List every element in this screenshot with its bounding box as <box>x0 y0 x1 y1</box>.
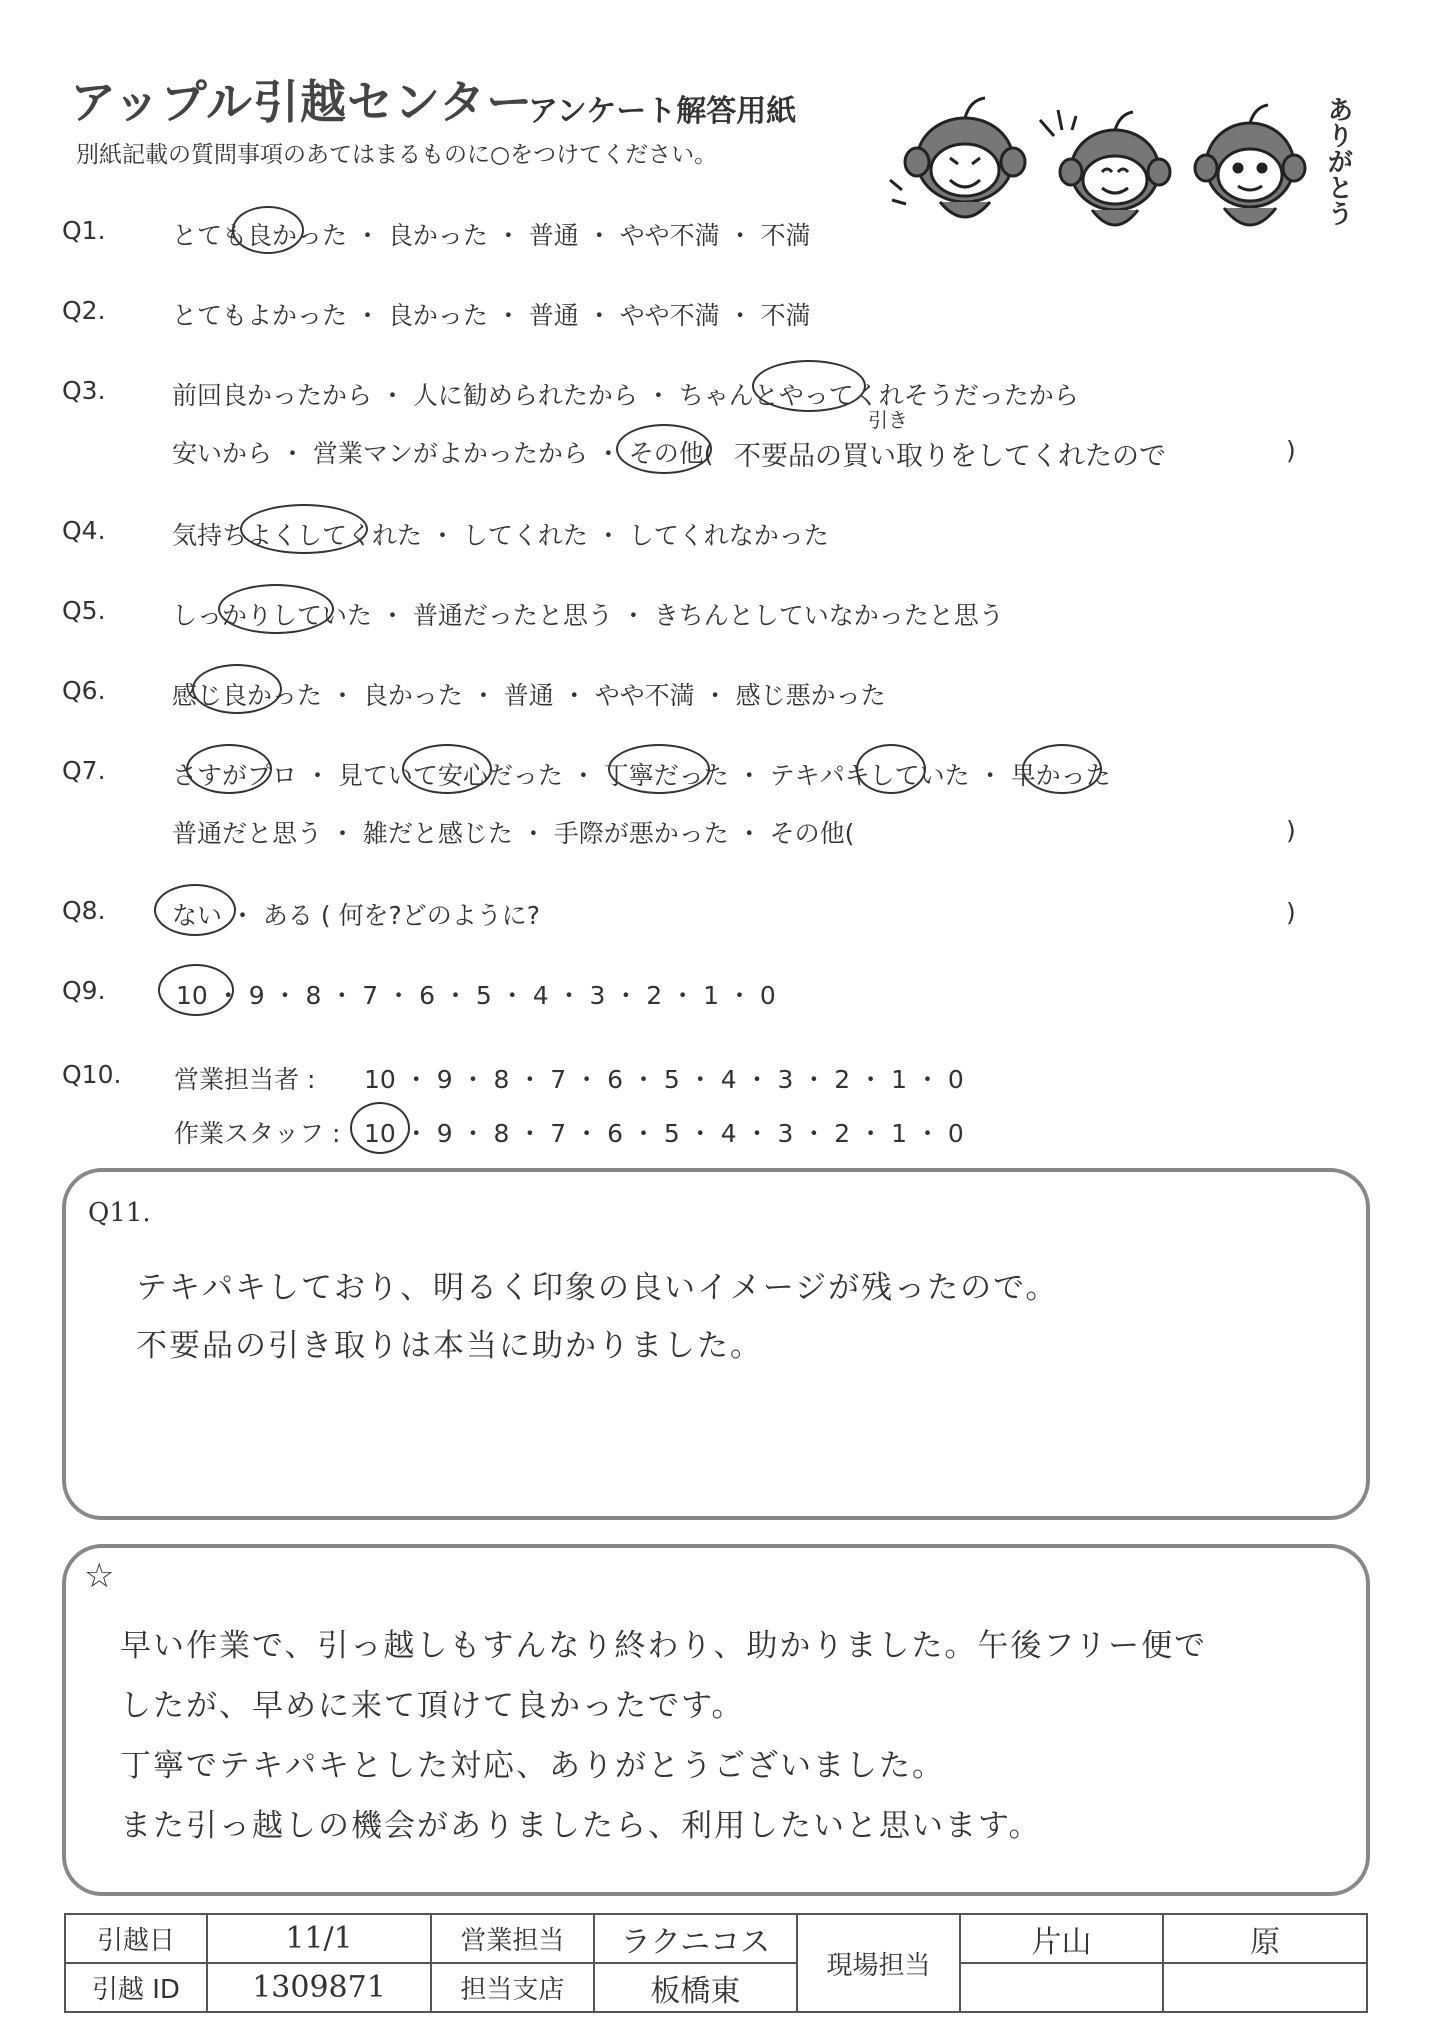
sales-rep-label: 営業担当 <box>431 1914 593 1963</box>
q9-answer-circle <box>158 964 234 1016</box>
q5-answer-circle <box>218 584 334 634</box>
star-comment-line: また引っ越しの機会がありましたら、利用したいと思います。 <box>120 1808 1042 1844</box>
q3-answer-circle-2 <box>616 424 712 474</box>
q7-options-line1: さすがプロ ・ 見ていて安心だった ・ 丁寧だった ・ テキパキしていた ・ 早かった <box>172 761 1111 790</box>
q7-answer-circle-1 <box>186 744 272 794</box>
move-date-value: 11/1 <box>207 1914 431 1963</box>
q11-comment-line: 不要品の引き取りは本当に助かりました。 <box>136 1328 763 1364</box>
q4-label: Q4. <box>62 516 106 545</box>
q3-answer-circle-1 <box>752 360 866 412</box>
q6-options: 感じ良かった ・ 良かった ・ 普通 ・ やや不満 ・ 感じ悪かった <box>172 681 886 710</box>
q3-options-line2: 安いから ・ 営業マンがよかったから ・ その他( <box>172 439 714 468</box>
monkey-left-icon <box>890 98 1025 217</box>
mascot-illustration <box>880 80 1350 260</box>
q5-options: しっかりしていた ・ 普通だったと思う ・ きちんとしていなかったと思う <box>172 601 1004 630</box>
q10-label: Q10. <box>62 1060 122 1089</box>
q10-sales-scale: 10 ・ 9 ・ 8 ・ 7 ・ 6 ・ 5 ・ 4 ・ 3 ・ 2 ・ 1 ・ 0 <box>364 1065 964 1094</box>
star-comment-line: したが、早めに来て頂けて良かったです。 <box>120 1688 745 1724</box>
move-date-label: 引越日 <box>65 1914 207 1963</box>
q2-label: Q2. <box>62 296 106 325</box>
q11-comment-line: テキパキしており、明るく印象の良いイメージが残ったので。 <box>136 1270 1059 1306</box>
q10-staff-answer-circle <box>350 1102 410 1154</box>
q7-answer-circle-4 <box>856 744 926 794</box>
q8-answer-circle <box>154 884 236 936</box>
q3-close-paren: ) <box>1286 436 1296 465</box>
branch-value: 板橋東 <box>594 1963 798 2012</box>
q1-label: Q1. <box>62 216 106 245</box>
q1-options: とても良かった ・ 良かった ・ 普通 ・ やや不満 ・ 不満 <box>172 221 811 250</box>
q7-options-line2: 普通だと思う ・ 雑だと感じた ・ 手際が悪かった ・ その他( <box>172 819 855 848</box>
q9-scale: 10 ・ 9 ・ 8 ・ 7 ・ 6 ・ 5 ・ 4 ・ 3 ・ 2 ・ 1 ・ 0 <box>176 981 776 1010</box>
site-staff-value-1: 片山 <box>960 1914 1164 1963</box>
q2-options: とてもよかった ・ 良かった ・ 普通 ・ やや不満 ・ 不満 <box>172 301 811 330</box>
site-staff-value-2: 原 <box>1163 1914 1367 1963</box>
q10-staff-label: 作業スタッフ : <box>174 1119 341 1148</box>
move-id-label: 引越 ID <box>65 1963 207 2012</box>
q3-label: Q3. <box>62 376 106 405</box>
q3-other-answer: 不要品の買い取りをしてくれたので <box>734 441 1166 472</box>
q10-staff-scale: 10 ・ 9 ・ 8 ・ 7 ・ 6 ・ 5 ・ 4 ・ 3 ・ 2 ・ 1 ・ 0 <box>364 1119 964 1148</box>
q3-options-line1: 前回良かったから ・ 人に勧められたから ・ ちゃんとやってくれそうだったから <box>172 381 1079 410</box>
star-icon: ☆ <box>84 1556 115 1596</box>
q8-label: Q8. <box>62 896 106 925</box>
star-comment-line: 丁寧でテキパキとした対応、ありがとうございました。 <box>120 1748 945 1784</box>
move-id-value: 1309871 <box>207 1963 431 2012</box>
sales-rep-value: ラクニコス <box>594 1914 798 1963</box>
q7-close-paren: ) <box>1286 816 1296 845</box>
q6-answer-circle <box>192 664 282 714</box>
q7-answer-circle-2 <box>402 744 492 794</box>
q8-options: ない ・ ある ( 何を?どのように? <box>172 901 541 930</box>
monkey-middle-icon <box>1040 110 1170 225</box>
page-title: アップル引越センター <box>70 75 534 129</box>
q11-label: Q11. <box>88 1198 151 1228</box>
q5-label: Q5. <box>62 596 106 625</box>
q7-answer-circle-3 <box>608 744 710 794</box>
q6-label: Q6. <box>62 676 106 705</box>
star-comment-line: 早い作業で、引っ越しもすんなり終わり、助かりました。午後フリー便で <box>120 1628 1208 1664</box>
monkey-right-icon <box>1195 105 1305 225</box>
q10-sales-label: 営業担当者 : <box>174 1065 316 1094</box>
q8-close-paren: ) <box>1286 898 1296 927</box>
site-staff-label: 現場担当 <box>797 1914 959 2012</box>
q9-label: Q9. <box>62 976 106 1005</box>
site-staff-empty-cell <box>960 1963 1164 2012</box>
site-staff-empty-cell <box>1163 1963 1367 2012</box>
q4-answer-circle <box>240 504 368 554</box>
instruction-text: 別紙記載の質問事項のあてはまるものに○をつけてください。 <box>76 142 718 168</box>
mascot-thanks-text: ありがとう <box>1323 96 1353 226</box>
branch-label: 担当支店 <box>431 1963 593 2012</box>
page-subtitle: アンケート解答用紙 <box>528 94 797 129</box>
q3-answer-correction: 引き <box>868 408 908 432</box>
q7-answer-circle-5 <box>1022 744 1102 794</box>
q1-answer-circle <box>232 206 304 254</box>
q4-options: 気持ちよくしてくれた ・ してくれた ・ してくれなかった <box>172 521 829 550</box>
q7-label: Q7. <box>62 756 106 785</box>
footer-info-table <box>64 1913 1368 2013</box>
